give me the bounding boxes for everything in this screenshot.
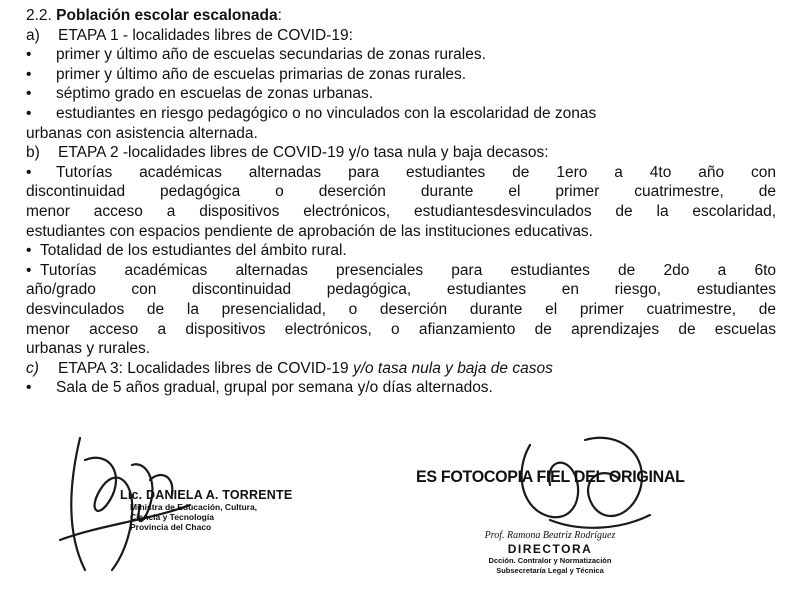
stage1-heading-text: ETAPA 1 - localidades libres de COVID-19: <box>58 26 353 44</box>
stage3-heading-italic: y/o tasa nula y baja de casos <box>352 359 553 377</box>
stage1-item <box>26 84 776 104</box>
stage2-paragraph-line: año/grado con discontinuidad pedagógica, estudiantes en riesgo, estudiantes <box>26 281 776 299</box>
bullet-icon: • <box>26 379 32 397</box>
stage1-heading <box>26 26 776 46</box>
bullet-icon: • <box>26 85 32 103</box>
signatory-role-line: Provincia del Chaco <box>130 522 212 532</box>
stage2-heading <box>26 143 776 163</box>
stage1-letter: a) <box>26 26 40 44</box>
bullet-icon: • <box>26 104 32 122</box>
stage2-paragraph-line: menor acceso a dispositivos electrónicos, estudiantesdesvinculados de la escolaridad, <box>26 202 776 220</box>
stage1-item-text: primer y último año de escuelas secundarias de zonas rurales. <box>56 46 486 64</box>
stage1-item-text: estudiantes en riesgo pedagógico o no vinculados con la escolaridad de zonas <box>56 104 597 122</box>
stage2-paragraph-line: discontinuidad pedagógica o deserción durante el primer cuatrimestre, de <box>26 183 776 201</box>
stage1-item-text: primer y último año de escuelas primarias de zonas rurales. <box>56 65 467 83</box>
section-heading <box>26 6 776 26</box>
section-colon: : <box>277 7 282 24</box>
bullet-icon: • <box>26 261 32 279</box>
bullet-icon: • <box>26 65 32 83</box>
bullet-icon: • <box>26 46 32 64</box>
stage2-item <box>26 241 776 261</box>
stage2-letter: b) <box>26 144 40 162</box>
bullet-icon: • <box>26 242 32 260</box>
director-office-line: Subsecretaría Legal y Técnica <box>496 566 604 575</box>
stage2-paragraph-line <box>26 163 776 183</box>
stage2-p3-text: Tutorías académicas alternadas presenciales para estudiantes de 2do a 6to <box>40 261 776 279</box>
bullet-icon: • <box>26 163 32 181</box>
signature-stamp-right <box>440 530 660 576</box>
director-name: Prof. Ramona Beatriz Rodríguez <box>484 530 616 541</box>
stage1-item <box>26 45 776 65</box>
signature-stamp-left <box>120 488 340 532</box>
certified-copy-stamp: ES FOTOCOPIA FIEL DEL ORIGINAL <box>416 468 685 487</box>
stage2-p1-text: Tutorías académicas alternadas para estudiantes de 1ero a 4to año con <box>56 163 776 181</box>
stage1-item-text: séptimo grado en escuelas de zonas urbanas. <box>56 85 374 103</box>
stage3-heading-text: ETAPA 3: Localidades libres de COVID-19 <box>58 359 353 377</box>
stage2-heading-text: ETAPA 2 -localidades libres de COVID-19 y/o tasa nula y baja decasos: <box>58 144 549 162</box>
stage3-letter: c) <box>26 359 39 377</box>
stage3-item <box>26 378 776 398</box>
stage1-item <box>26 65 776 85</box>
section-number: 2.2. <box>26 7 52 24</box>
stage2-paragraph-line: estudiantes con espacios pendiente de aprobación de las instituciones educativas. <box>26 222 593 240</box>
stage1-item-continuation: urbanas con asistencia alternada. <box>26 124 258 142</box>
director-office-line: Dcción. Contralor y Normatización <box>488 556 612 565</box>
stage3-heading <box>26 359 776 379</box>
signatory-role-line: Ministra de Educación, Cultura, <box>130 502 258 512</box>
signatory-name: Lic. DANIELA A. TORRENTE <box>120 488 293 502</box>
stage2-p2-text: Totalidad de los estudiantes del ámbito rural. <box>40 242 347 260</box>
stage2-paragraph-line: desvinculados de la presencialidad, o deserción durante el primer cuatrimestre, de <box>26 300 776 318</box>
stage2-paragraph-line: menor acceso a dispositivos electrónicos, o afianzamiento de aprendizajes de escuelas <box>26 320 776 338</box>
stage2-paragraph-line: urbanas y rurales. <box>26 340 151 358</box>
section-title: Población escolar escalonada <box>56 7 278 24</box>
signatory-role-line: Ciencia y Tecnología <box>130 512 214 522</box>
stage3-item-text: Sala de 5 años gradual, grupal por semana y/o días alternados. <box>56 379 493 397</box>
stage1-item <box>26 104 776 124</box>
stage2-paragraph-line <box>26 261 776 281</box>
director-title: DIRECTORA <box>507 542 593 556</box>
document-body <box>26 6 776 398</box>
